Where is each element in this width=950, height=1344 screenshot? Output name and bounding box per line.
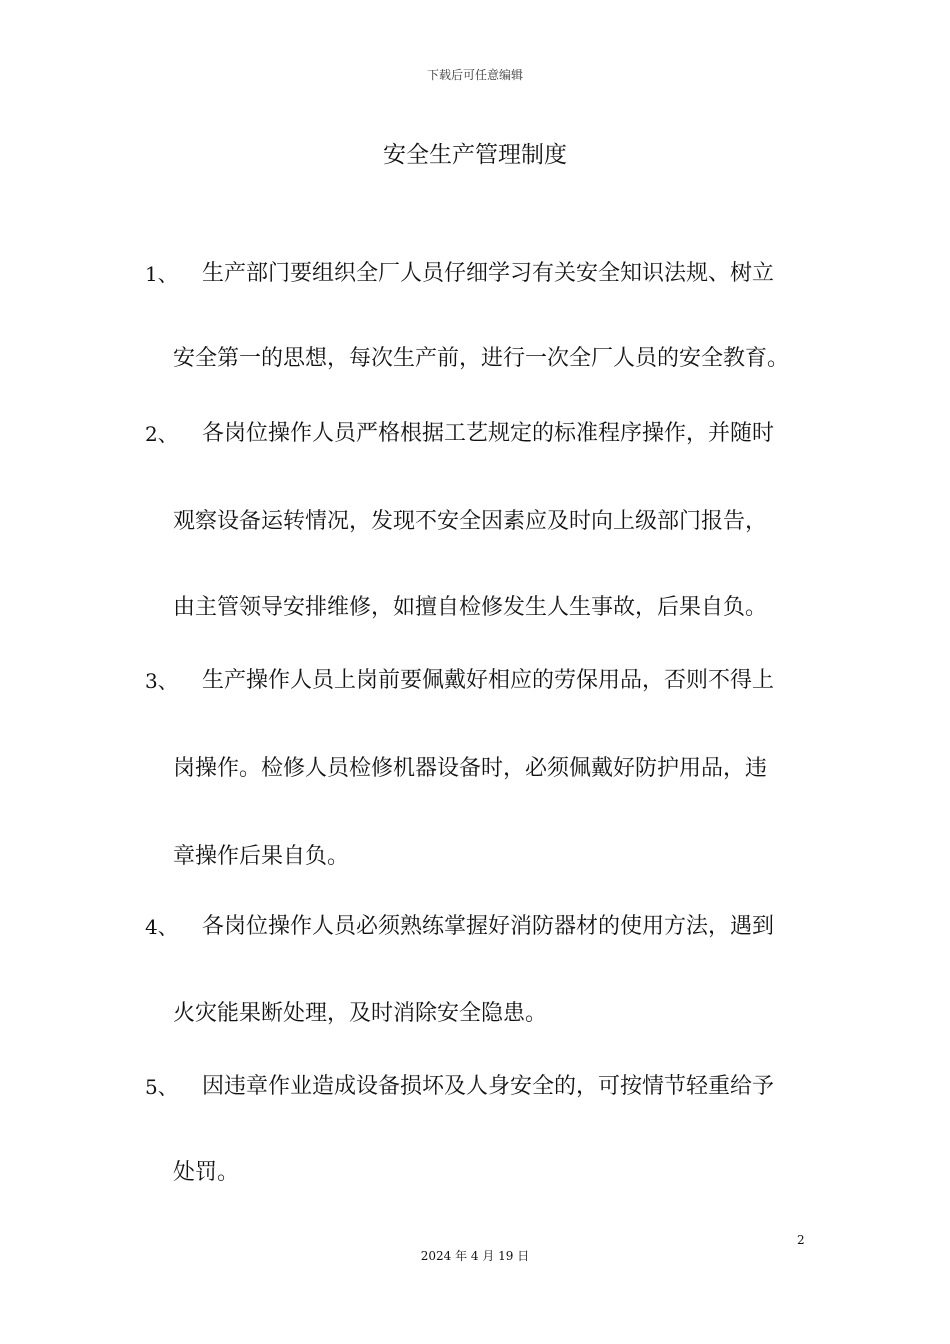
rule-line: 各岗位操作人员严格根据工艺规定的标准程序操作，并随时 [202,421,775,446]
rule-number: 5、 [145,1075,178,1099]
rule-line: 各岗位操作人员必须熟练掌握好消防器材的使用方法，遇到 [202,914,775,939]
rule-line: 生产部门要组织全厂人员仔细学习有关安全知识法规、树立 [202,261,775,286]
page-header-note: 下载后可任意编辑 [426,68,523,82]
rule-line: 观察设备运转情况，发现不安全因素应及时向上级部门报告， [173,509,768,534]
rule-line: 章操作后果自负。 [173,844,350,869]
rule-number: 4、 [145,915,178,939]
rule-line: 火灾能果断处理，及时消除安全隐患。 [173,1001,548,1026]
rule-line: 安全第一的思想，每次生产前，进行一次全厂人员的安全教育。 [173,346,790,371]
page-number: 2 [797,1233,805,1247]
rule-number: 1、 [145,262,178,286]
rule-line: 由主管领导安排维修，如擅自检修发生人生事故，后果自负。 [173,595,768,620]
rule-line: 生产操作人员上岗前要佩戴好相应的劳保用品，否则不得上 [202,668,775,693]
rule-line: 岗操作。检修人员检修机器设备时，必须佩戴好防护用品，违 [173,756,768,781]
rule-line: 处罚。 [173,1160,240,1185]
footer-date: 2024 年 4 月 19 日 [420,1249,530,1263]
rule-line: 因违章作业造成设备损坏及人身安全的，可按情节轻重给予 [202,1074,775,1099]
rule-number: 2、 [145,422,178,446]
document-title: 安全生产管理制度 [383,142,567,168]
rule-number: 3、 [145,669,178,693]
